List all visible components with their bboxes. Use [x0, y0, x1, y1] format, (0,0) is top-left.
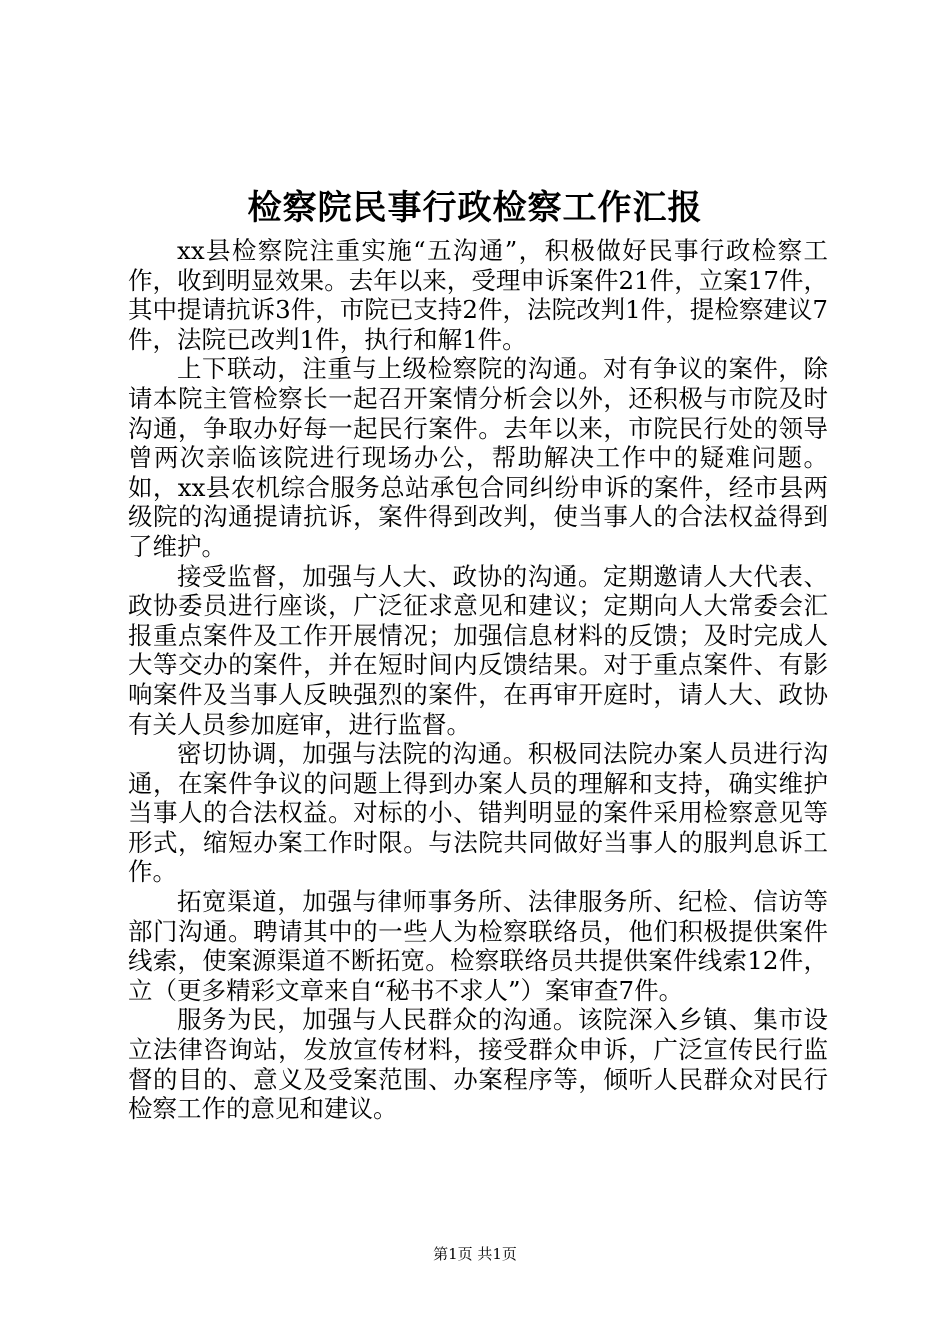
paragraph-channels: 拓宽渠道，加强与律师事务所、法律服务所、纪检、信访等部门沟通。聘请其中的一些人为检察联络员，他们积极提供案件线索，使案源渠道不断拓宽。检察联络员共提供案件线索12件，立（更多精彩文章来自“秘书不求人”）案审查7件。: [128, 887, 828, 1005]
paragraph-intro: xx县检察院注重实施“五沟通”，积极做好民事行政检察工作，收到明显效果。去年以来，受理申诉案件21件，立案17件，其中提请抗诉3件，市院已支持2件，法院改判1件，提检察建议7件，法院已改判1件，执行和解1件。: [128, 236, 828, 354]
paragraph-court-coordination: 密切协调，加强与法院的沟通。积极同法院办案人员进行沟通，在案件争议的问题上得到办案人员的理解和支持，确实维护当事人的合法权益。对标的小、错判明显的案件采用检察意见等形式，缩短办案工作时限。与法院共同做好当事人的服判息诉工作。: [128, 739, 828, 887]
paragraph-upper-linkage: 上下联动，注重与上级检察院的沟通。对有争议的案件，除请本院主管检察长一起召开案情分析会以外，还积极与市院及时沟通，争取办好每一起民行案件。去年以来，市院民行处的领导曾两次亲临该院进行现场办公，帮助解决工作中的疑难问题。如，xx县农机综合服务总站承包合同纠纷申诉的案件，经市县两级院的沟通提请抗诉，案件得到改判，使当事人的合法权益得到了维护。: [128, 354, 828, 561]
document-title: 检察院民事行政检察工作汇报: [247, 188, 703, 228]
paragraph-public-service: 服务为民，加强与人民群众的沟通。该院深入乡镇、集市设立法律咨询站，发放宣传材料，接受群众申诉，广泛宣传民行监督的目的、意义及受案范围、办案程序等，倾听人民群众对民行检察工作的意见和建议。: [128, 1005, 828, 1124]
document-body: [128, 236, 828, 1124]
paragraph-supervision: 接受监督，加强与人大、政协的沟通。定期邀请人大代表、政协委员进行座谈，广泛征求意见和建议；定期向人大常委会汇报重点案件及工作开展情况；加强信息材料的反馈；及时完成人大等交办的案件，并在短时间内反馈结果。对于重点案件、有影响案件及当事人反映强烈的案件，在再审开庭时，请人大、政协有关人员参加庭审，进行监督。: [128, 561, 828, 739]
page-footer: 第1页 共1页: [433, 1245, 517, 1263]
